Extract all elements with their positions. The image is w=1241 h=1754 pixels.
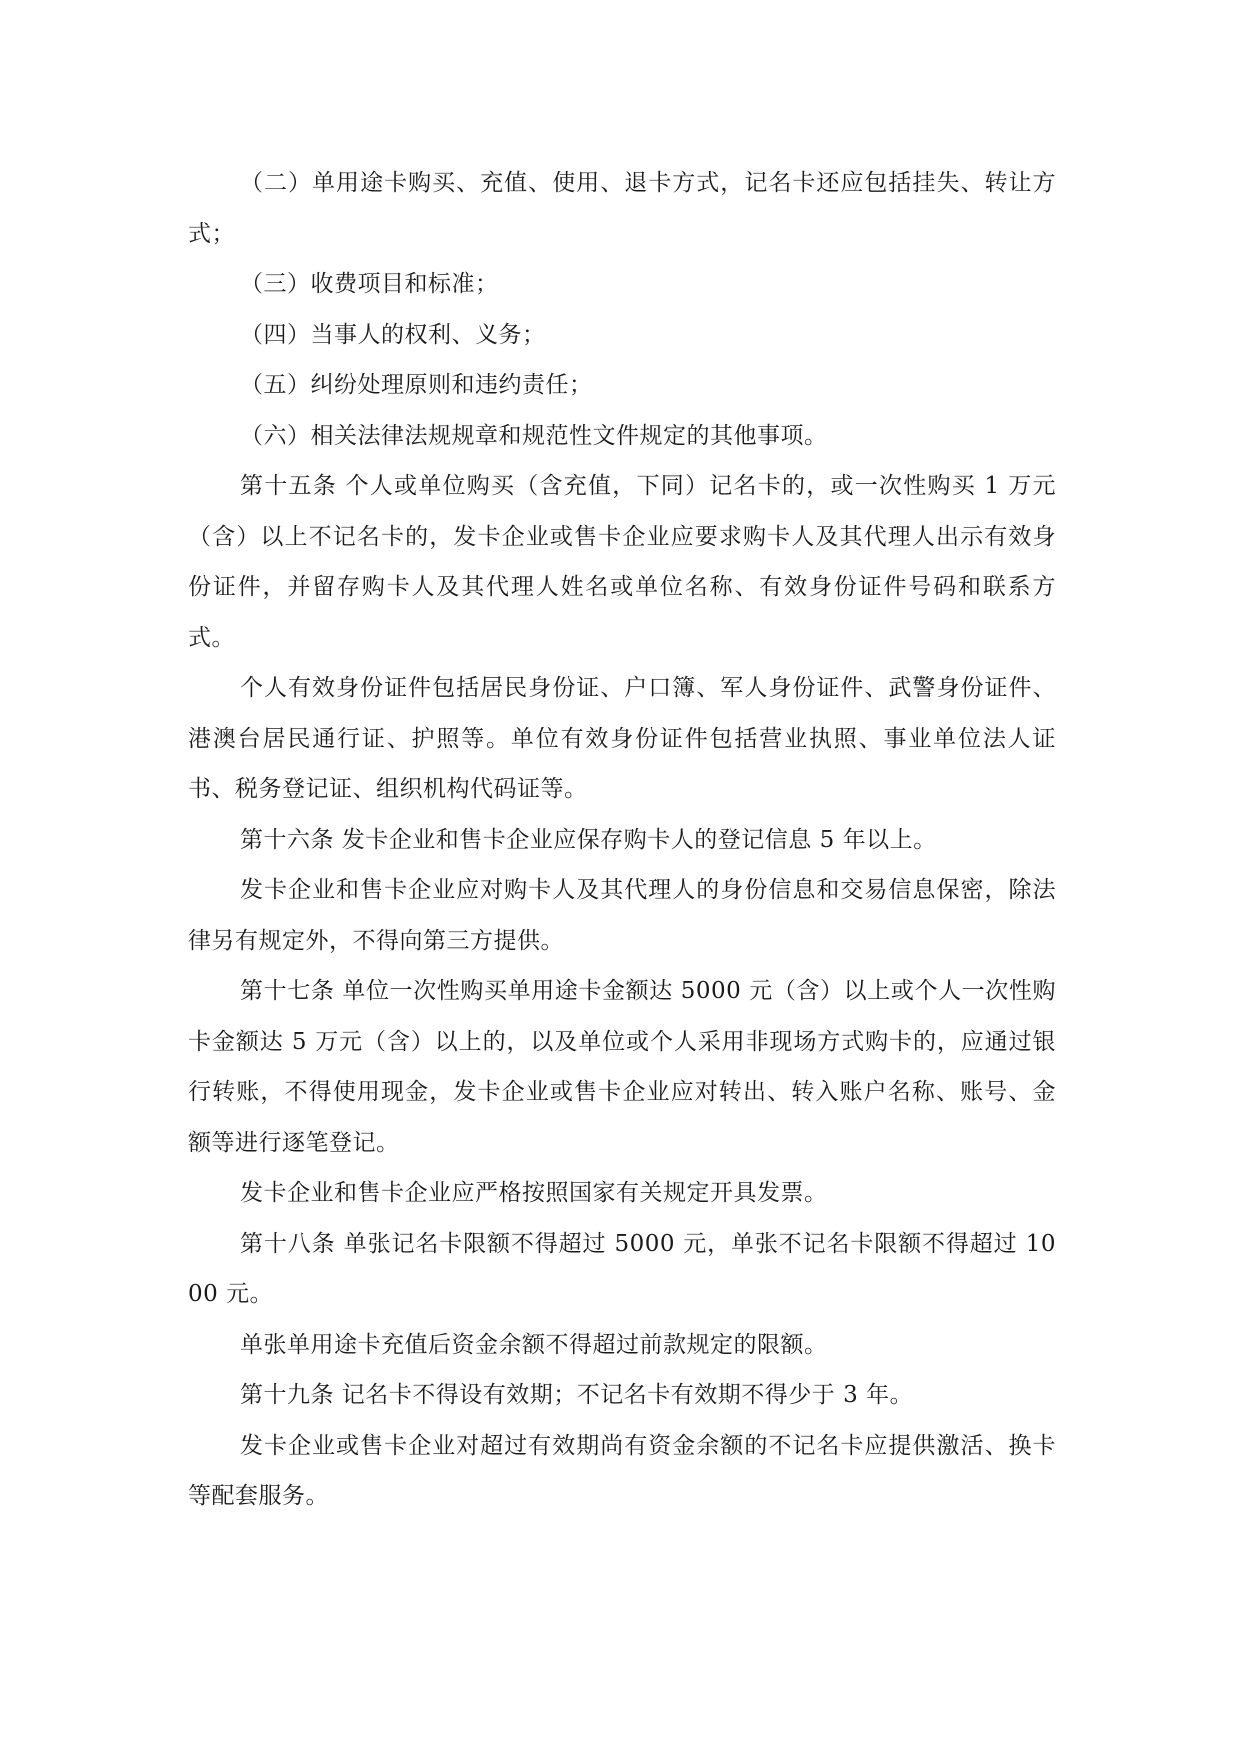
article-17: 第十七条 单位一次性购买单用途卡金额达 5000 元（含）以上或个人一次性购卡金额达 5 万元（含）以上的，以及单位或个人采用非现场方式购卡的，应通过银行转账，不得使用现金，发卡企业或售卡企业应对转出、转入账户名称、账号、金额等进行逐笔登记。 [188,978,1056,1156]
article-15-clause-2: 个人有效身份证件包括居民身份证、户口簿、军人身份证件、武警身份证件、港澳台居民通行证、护照等。单位有效身份证件包括营业执照、事业单位法人证书、税务登记证、组织机构代码证等。 [188,675,1056,802]
paragraph-item-4: （四）当事人的权利、义务； [240,321,546,348]
article-16: 第十六条 发卡企业和售卡企业应保存购卡人的登记信息 5 年以上。 [240,826,937,853]
article-19-clause-2: 发卡企业或售卡企业对超过有效期尚有资金余额的不记名卡应提供激活、换卡等配套服务。 [188,1432,1056,1509]
article-16-clause-2: 发卡企业和售卡企业应对购卡人及其代理人的身份信息和交易信息保密，除法律另有规定外，不得向第三方提供。 [188,877,1056,954]
article-19: 第十九条 记名卡不得设有效期；不记名卡有效期不得少于 3 年。 [240,1382,914,1408]
paragraph-item-3: （三）收费项目和标准； [240,271,499,297]
article-15: 第十五条 个人或单位购买（含充值，下同）记名卡的，或一次性购买 1 万元（含）以上不记名卡的，发卡企业或售卡企业应要求购卡人及其代理人出示有效身份证件，并留存购卡人及其代理人姓名或单位名称、有效身份证件号码和联系方式。 [188,473,1056,651]
paragraph-item-2: （二）单用途卡购买、充值、使用、退卡方式，记名卡还应包括挂失、转让方式； [188,170,1056,247]
article-18-clause-2: 单张单用途卡充值后资金余额不得超过前款规定的限额。 [240,1331,828,1358]
paragraph-item-6: （六）相关法律法规规章和规范性文件规定的其他事项。 [240,422,828,449]
paragraph-item-5: （五）纠纷处理原则和违约责任； [240,372,593,398]
document-body [188,158,1056,1522]
article-18: 第十八条 单张记名卡限额不得超过 5000 元，单张不记名卡限额不得超过 1000 元。 [188,1230,1056,1307]
article-17-clause-2: 发卡企业和售卡企业应严格按照国家有关规定开具发票。 [240,1180,828,1206]
